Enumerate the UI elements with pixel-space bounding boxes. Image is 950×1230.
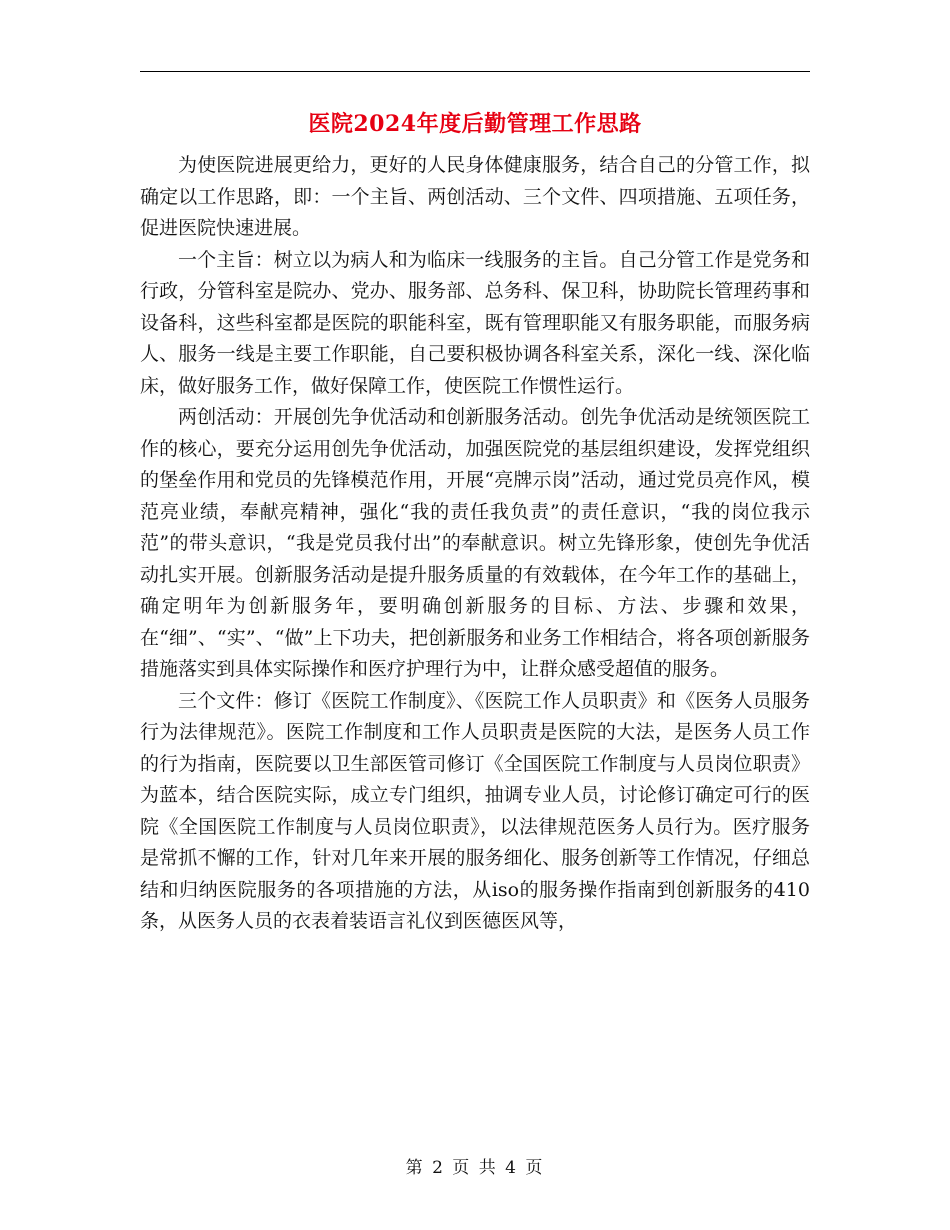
paragraph-three-documents: 三个文件：修订《医院工作制度》、《医院工作人员职责》和《医务人员服务行为法律规范》。医院工作制度和工作人员职责是医院的大法，是医务人员工作的行为指南，医院要以卫生部医管司修订《全国医院工作制度与人员岗位职责》为蓝本，结合医院实际，成立专门组织，抽调专业人员，讨论修订确定可行的医院《全国医院工作制度与人员岗位职责》，以法律规范医务人员行为。医疗服务是常抓不懈的工作，针对几年来开展的服务细化、服务创新等工作情况，仔细总结和归纳医院服务的各项措施的方法，从iso的服务操作指南到创新服务的410条，从医务人员的衣表着装语言礼仪到医德医风等， — [140, 689, 810, 932]
header-rule — [140, 71, 810, 72]
paragraph-two-activities: 两创活动：开展创先争优活动和创新服务活动。创先争优活动是统领医院工作的核心，要充分运用创先争优活动，加强医院党的基层组织建设，发挥党组织的堡垒作用和党员的先锋模范作用，开展“亮牌示岗”活动，通过党员亮作风，模范亮业绩，奉献亮精神，强化“我的责任我负责”的责任意识，“我的岗位我示范”的带头意识，“我是党员我付出”的奉献意识。树立先锋形象，使创先争优活动扎实开展。创新服务活动是提升服务质量的有效载体，在今年工作的基础上，确定明年为创新服务年，要明确创新服务的目标、方法、步骤和效果，在“细”、“实”、“做”上下功夫，把创新服务和业务工作相结合，将各项创新服务措施落实到具体实际操作和医疗护理行为中，让群众感受超值的服务。 — [140, 406, 810, 680]
page-number: 第 2 页 共 4 页 — [405, 1158, 545, 1178]
document-title: 医院2024年度后勤管理工作思路 — [308, 111, 642, 137]
paragraph-one-principle: 一个主旨：树立以为病人和为临床一线服务的主旨。自己分管工作是党务和行政，分管科室是院办、党办、服务部、总务科、保卫科，协助院长管理药事和设备科，这些科室都是医院的职能科室，既有管理职能又有服务职能，而服务病人、服务一线是主要工作职能，自己要积极协调各科室关系，深化一线、深化临床，做好服务工作，做好保障工作，使医院工作惯性运行。 — [140, 248, 810, 397]
document-body — [140, 150, 810, 938]
paragraph-intro: 为使医院进展更给力，更好的人民身体健康服务，结合自己的分管工作，拟确定以工作思路，即：一个主旨、两创活动、三个文件、四项措施、五项任务，促进医院快速进展。 — [140, 154, 810, 239]
